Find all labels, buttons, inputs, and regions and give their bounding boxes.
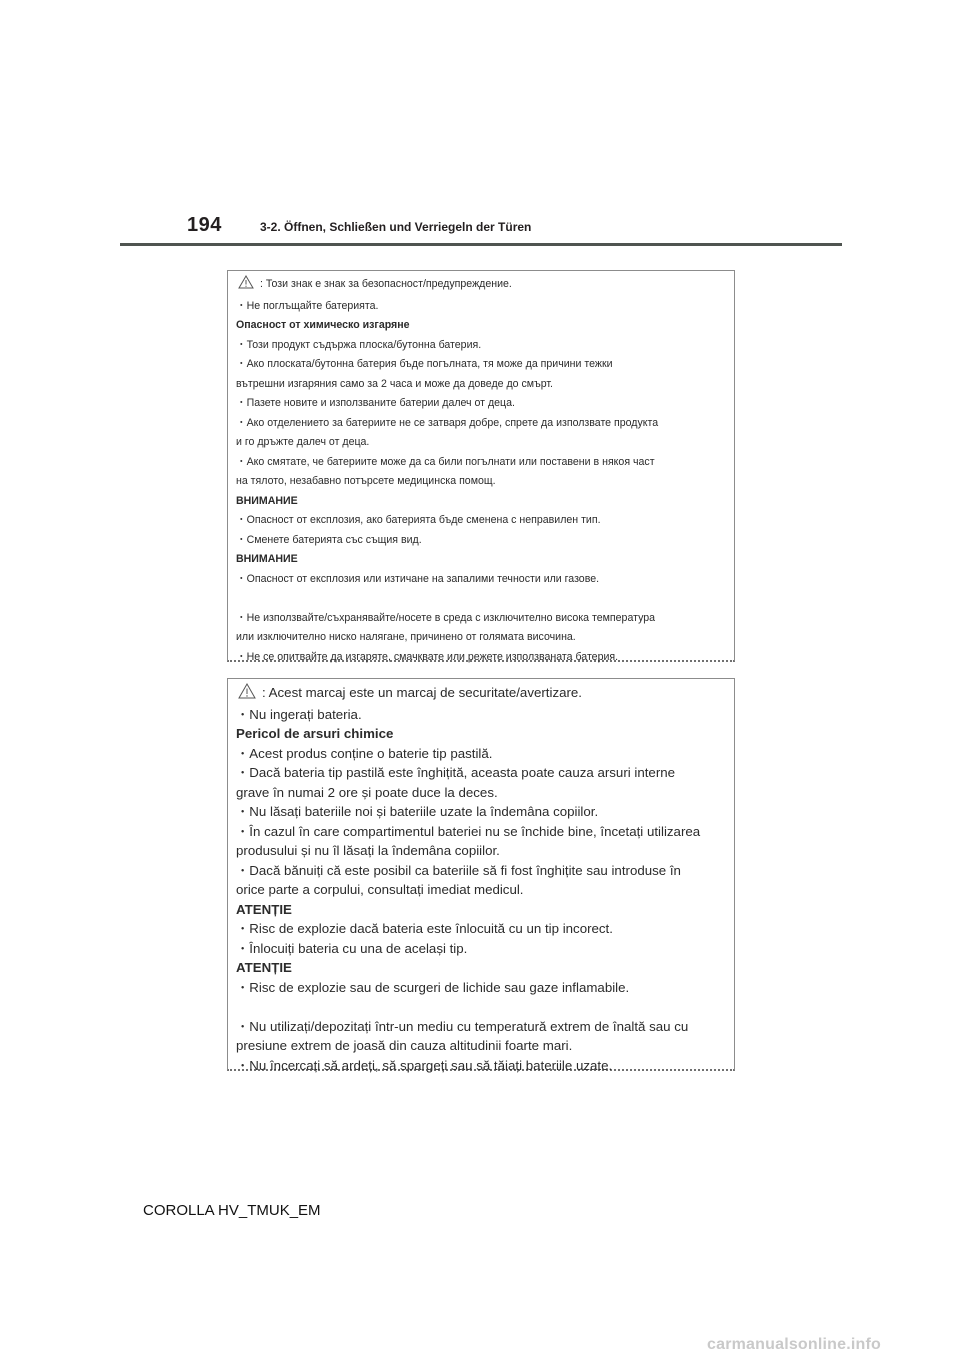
caution-heading: ATENȚIE — [236, 901, 292, 917]
hazard-heading: Pericol de arsuri chimice — [236, 726, 394, 741]
header-divider — [120, 243, 842, 246]
warning-statement: : Този знак е знак за безопасност/предупреждение. — [236, 275, 734, 297]
instruction-line: ・Не използвайте/съхранявайте/носете в среда с изключително висока температура — [236, 611, 656, 624]
bulgarian-battery-warning-box — [227, 270, 735, 662]
watermark: carmanualsonline.info — [707, 1336, 882, 1353]
instruction-line: ・Înlocuiți bateria cu una de același tip. — [236, 940, 468, 956]
instruction-line: ・Сменете батерията със същия вид. — [236, 533, 422, 546]
warning-triangle-icon — [238, 275, 254, 297]
instruction-line: ・Този продукт съдържа плоска/бутонна батерия. — [236, 338, 482, 351]
caution-heading: ВНИМАНИЕ — [236, 553, 298, 565]
instruction-line: ・Nu încercați să ardeți, să spargeți sau să tăiați bateriile uzate. — [236, 1057, 613, 1073]
instruction-line: ・Dacă bănuiți că este posibil ca bateriile să fi fost înghițite sau introduse în — [236, 862, 681, 878]
romanian-battery-warning-box — [227, 678, 735, 1071]
instruction-line: grave în numai 2 ore și poate duce la deces. — [236, 784, 498, 800]
instruction-line: ・Risc de explozie dacă bateria este înlocuită cu un tip incorect. — [236, 921, 613, 936]
instruction-line: orice parte a corpului, consultați imediat medicul. — [236, 882, 524, 897]
instruction-line: ・În cazul în care compartimentul bateriei nu se închide bine, încetați utilizarea — [236, 823, 701, 839]
instruction-line: ・Risc de explozie sau de scurgeri de lichide sau gaze inflamabile. — [236, 979, 630, 995]
page-number: 194 — [187, 214, 222, 236]
blank-line — [236, 997, 734, 1017]
footer-model-code: COROLLA HV_TMUK_EM — [143, 1202, 321, 1219]
instruction-line: ・Опасност от експлозия или изтичане на запалими течности или газове. — [236, 572, 600, 585]
instruction-line: presiune extrem de joasă din cauza altitudinii foarte mari. — [236, 1038, 573, 1053]
instruction-line: ・Не се опитвайте да изгаряте, смачквате или режете използваната батерия. — [236, 650, 619, 663]
instruction-line: ・Nu lăsați bateriile noi și bateriile uzate la îndemâna copiilor. — [236, 804, 599, 819]
instruction-line: ・Не поглъщайте батерията. — [236, 299, 379, 312]
caution-heading: ВНИМАНИЕ — [236, 494, 298, 507]
instruction-line: produsului și nu îl lăsați la îndemâna copiilor. — [236, 843, 500, 858]
caution-heading: ATENȚIE — [236, 960, 292, 975]
blank-line — [236, 589, 734, 609]
instruction-line: на тялото, незабавно потърсете медицинска помощ. — [236, 475, 496, 487]
section-title: 3-2. Öffnen, Schließen und Verriegeln der Türen — [260, 220, 532, 234]
instruction-line: ・Nu ingerați bateria. — [236, 706, 362, 722]
warning-triangle-icon — [238, 683, 256, 705]
instruction-line: ・Nu utilizați/depozitați într-un mediu cu temperatură extrem de înaltă sau cu — [236, 1018, 689, 1034]
instruction-line: и го дръжте далеч от деца. — [236, 436, 370, 448]
instruction-line: вътрешни изгаряния само за 2 часа и може да доведе до смърт. — [236, 377, 553, 390]
instruction-line: ・Пазете новите и използваните батерии далеч от деца. — [236, 397, 515, 409]
instruction-line: или изключително ниско налягане, причинено от голямата височина. — [236, 631, 576, 643]
instruction-line: ・Ако отделението за батериите не се затваря добре, спрете да използвате продукта — [236, 416, 659, 429]
instruction-line: ・Acest produs conține o baterie tip pastilă. — [236, 745, 493, 761]
instruction-line: ・Опасност от експлозия, ако батерията бъде сменена с неправилен тип. — [236, 514, 601, 526]
instruction-line: ・Dacă bateria tip pastilă este înghițită, aceasta poate cauza arsuri interne — [236, 765, 676, 780]
instruction-line: ・Ако смятате, че батериите може да са били погълнати или поставени в някоя част — [236, 455, 655, 468]
warning-statement: : Acest marcaj este un marcaj de securitate/avertizare. — [236, 683, 734, 705]
instruction-line: ・Ако плоската/бутонна батерия бъде погълната, тя може да причини тежки — [236, 358, 613, 370]
hazard-heading: Опасност от химическо изгаряне — [236, 319, 410, 331]
